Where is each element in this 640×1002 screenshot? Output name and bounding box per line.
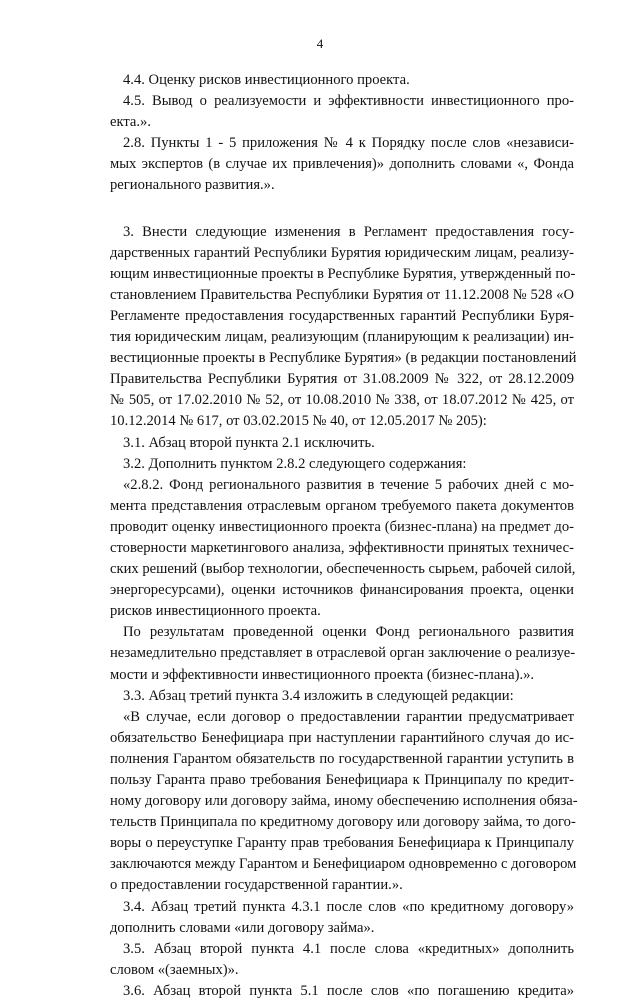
text-line: Регламенте предоставления государственных гарантий Республики Буря-: [110, 307, 574, 324]
text-line: тельств Принципала по кредитному договору или договору займа, то дого-: [110, 814, 576, 831]
text-line: пользу Гаранта право требования Бенефициара к Принципалу по кредит-: [110, 772, 574, 788]
text-line: рисков инвестиционного проекта.: [110, 603, 321, 620]
paragraph-results: [110, 622, 574, 685]
text-line: заключаются между Гарантом и Бенефициаром одновременно с договором: [110, 856, 577, 873]
text-line: 3.6. Абзац второй пункта 5.1 после слов «по погашению кредита»: [123, 982, 574, 999]
text-line: ющим инвестиционные проекты в Республике Бурятия, утвержденный по-: [110, 265, 576, 282]
text-line: По результатам проведенной оценки Фонд регионального развития: [123, 624, 574, 641]
paragraph-3-2: [110, 454, 574, 475]
text-line: незамедлительно представляет в отраслевой орган заключение о реализуе-: [110, 645, 576, 662]
text-line: 3. Внести следующие изменения в Регламент предоставления госу-: [123, 223, 574, 240]
paragraph-3: [110, 222, 577, 433]
text-line: 3.4. Абзац третий пункта 4.3.1 после слов «по кредитному договору»: [123, 898, 574, 915]
text-line: стоверности маркетингового анализа, эффективности принятых техничес-: [110, 539, 574, 556]
text-line: дарственных гарантий Республики Бурятия юридическим лицам, реализу-: [110, 244, 574, 261]
paragraph-guarantee-quote: [110, 707, 578, 897]
paragraph-4-4: [110, 70, 574, 91]
text-line: тия юридическим лицам, реализующим (планирующим к реализации) ин-: [110, 329, 574, 346]
text-line: 3.5. Абзац второй пункта 4.1 после слова «кредитных» дополнить: [123, 940, 574, 957]
text-line: словом «(заемных)».: [110, 961, 239, 978]
text-line: «2.8.2. Фонд регионального развития в течение 5 рабочих дней с мо-: [123, 476, 574, 493]
paragraph-gap: [110, 197, 574, 218]
text-line: регионального развития.».: [110, 177, 275, 194]
paragraph-3-6: [110, 981, 574, 1002]
text-line: мости и эффективности инвестиционного проекта (бизнес-плана).».: [110, 666, 535, 683]
paragraph-2-8: [110, 133, 574, 196]
text-line: мых экспертов (в случае их привлечения)» дополнить словами «, Фонда: [110, 156, 574, 173]
text-line: мента представления отраслевым органом требуемого пакета документов: [110, 497, 574, 514]
paragraph-2-8-2-quote: [110, 475, 574, 623]
text-line: екта.».: [110, 114, 152, 131]
text-line: 3.2. Дополнить пунктом 2.8.2 следующего содержания:: [123, 455, 467, 472]
text-line: о предоставлении государственной гарантии.».: [110, 877, 403, 894]
text-line: 2.8. Пункты 1 - 5 приложения № 4 к Порядку после слов «независи-: [123, 135, 574, 152]
text-line: обязательство Бенефициара при наступлении гарантийного случая до ис-: [110, 729, 574, 746]
paragraph-4-5: [110, 91, 574, 133]
text-line: Правительства Республики Бурятия от 31.08.2009 № 322, от 28.12.2009: [110, 371, 574, 388]
text-line: № 505, от 17.02.2010 № 52, от 10.08.2010 № 338, от 18.07.2012 № 425, от: [110, 392, 574, 409]
text-line: 4.5. Вывод о реализуемости и эффективности инвестиционного про-: [123, 93, 574, 110]
text-line: 10.12.2014 № 617, от 03.02.2015 № 40, от 12.05.2017 № 205):: [110, 413, 487, 430]
text-line: вестиционные проекты в Республике Бурятия» (в редакции постановлений: [110, 350, 577, 367]
text-line: становлением Правительства Республики Бурятия от 11.12.2008 № 528 «О: [110, 286, 574, 303]
text-line: 4.4. Оценку рисков инвестиционного проекта.: [123, 72, 410, 88]
paragraph-3-1: [110, 433, 574, 454]
text-line: 3.1. Абзац второй пункта 2.1 исключить.: [123, 434, 375, 451]
text-line: воры о переуступке Гаранту прав требования Бенефициара к Принципалу: [110, 835, 574, 852]
paragraph-3-3: [110, 686, 574, 707]
text-line: энергоресурсами), оценки источников финансирования проекта, оценки: [110, 582, 574, 599]
text-line: ному договору или договору займа, иному обеспечению исполнения обяза-: [110, 793, 578, 810]
text-line: 3.3. Абзац третий пункта 3.4 изложить в следующей редакции:: [123, 687, 514, 704]
text-line: ских решений (выбор технологии, обеспеченность сырьем, рабочей силой,: [110, 561, 576, 578]
text-line: полнения Гарантом обязательств по государственной гарантии уступить в: [110, 750, 574, 767]
paragraph-3-5: [110, 939, 574, 981]
text-line: дополнить словами «или договору займа».: [110, 919, 375, 936]
document-body: [110, 70, 578, 1002]
text-line: проводит оценку инвестиционного проекта (бизнес-плана) на предмет до-: [110, 518, 574, 535]
text-line: «В случае, если договор о предоставлении гарантии предусматривает: [123, 708, 574, 725]
paragraph-3-4: [110, 897, 574, 939]
page-number: 4: [316, 36, 324, 51]
